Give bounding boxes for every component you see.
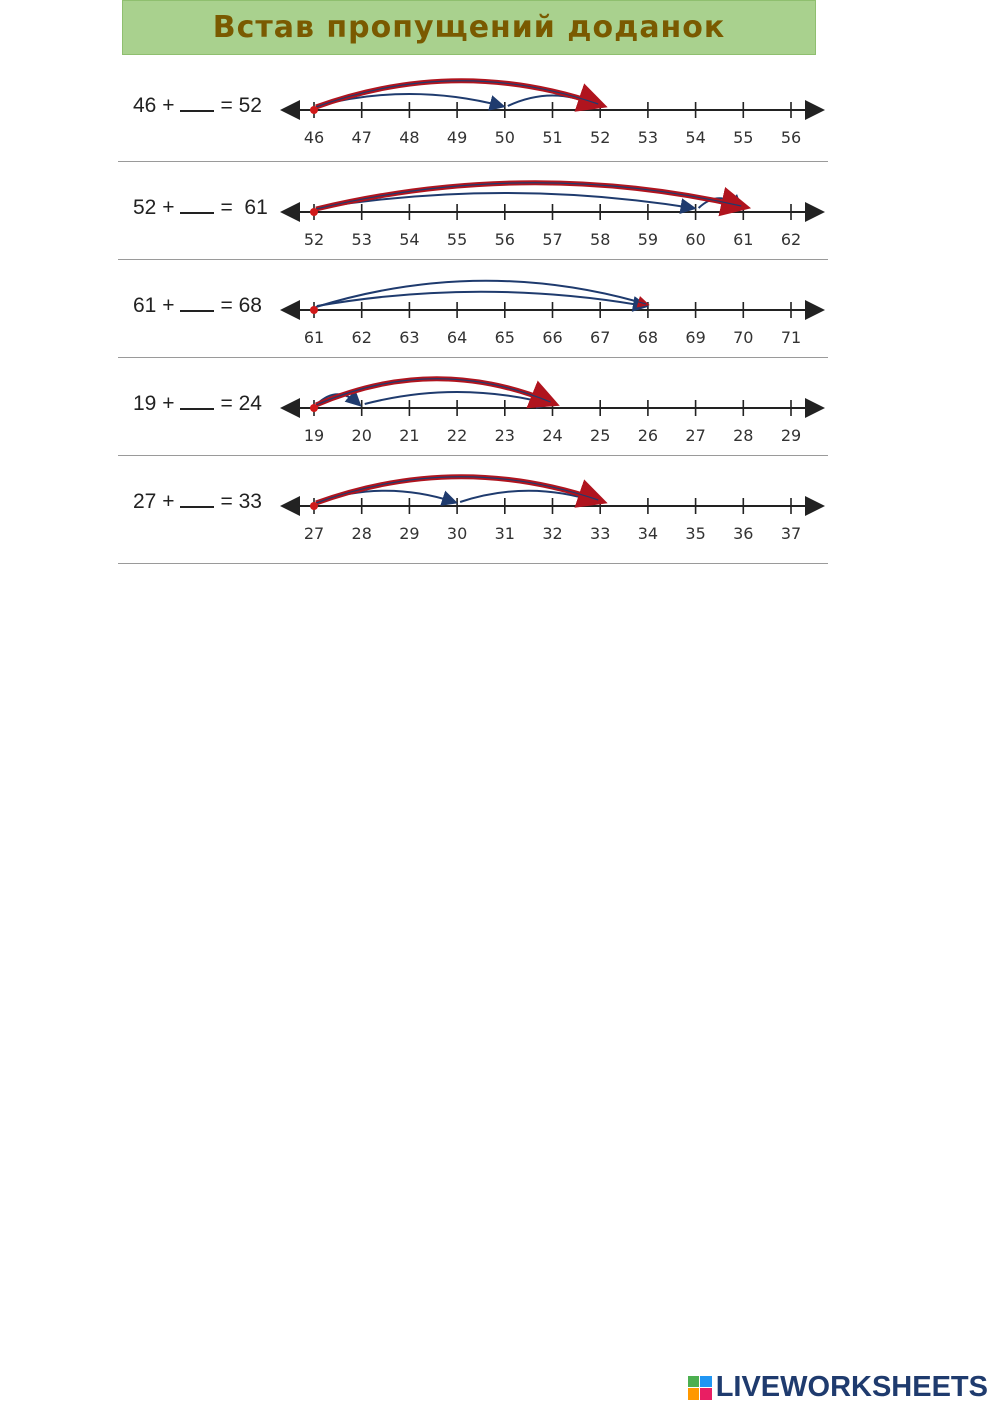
tick-label: 31: [494, 524, 515, 543]
tick-label: 60: [685, 230, 706, 249]
tick-label: 67: [590, 328, 611, 347]
tick-label: 54: [685, 128, 706, 147]
equation-right: = 33: [220, 490, 262, 513]
start-point: [310, 208, 318, 216]
tick-label: 47: [351, 128, 372, 147]
tick-label: 54: [399, 230, 420, 249]
tick-label: 25: [590, 426, 611, 445]
tick-label: 53: [637, 128, 659, 147]
exercise-row: [118, 60, 828, 162]
equation-left: 46 +: [133, 94, 175, 117]
start-point: [310, 306, 318, 314]
start-point: [310, 106, 318, 114]
page-title: Встав пропущений доданок: [212, 10, 726, 45]
logo-badge-icon: [688, 1376, 712, 1400]
tick-label: 63: [399, 328, 420, 347]
tick-label: 70: [733, 328, 754, 347]
tick-label: 62: [351, 328, 372, 347]
exercise-row: [118, 260, 828, 358]
tick-label: 20: [351, 426, 372, 445]
equation-left: 27 +: [133, 490, 175, 513]
tick-label: 32: [542, 524, 563, 543]
equation-right: = 52: [220, 94, 262, 117]
tick-label: 30: [446, 524, 468, 543]
tick-label: 21: [399, 426, 420, 445]
start-point: [310, 404, 318, 412]
tick-label: 56: [494, 230, 515, 249]
tick-label: 52: [590, 128, 611, 147]
equation-left: 52 +: [133, 196, 175, 219]
tick-label: 64: [446, 328, 468, 347]
tick-label: 34: [637, 524, 659, 543]
exercise-row: [118, 456, 828, 564]
equation-right: = 68: [220, 294, 262, 317]
tick-label: 49: [446, 128, 468, 147]
tick-label: 33: [590, 524, 611, 543]
equation-right: = 24: [220, 392, 262, 415]
tick-label: 55: [733, 128, 754, 147]
number-line: [118, 358, 828, 456]
tick-label: 23: [494, 426, 515, 445]
tick-label: 61: [303, 328, 325, 347]
tick-label: 52: [303, 230, 325, 249]
tick-label: 56: [780, 128, 802, 147]
total-jump-outline: [316, 281, 646, 307]
tick-label: 37: [780, 524, 802, 543]
tick-label: 46: [303, 128, 325, 147]
equation-left: 61 +: [133, 294, 175, 317]
tick-label: 71: [780, 328, 802, 347]
tick-label: 27: [303, 524, 325, 543]
tick-label: 22: [446, 426, 468, 445]
tick-label: 61: [733, 230, 754, 249]
tick-label: 58: [590, 230, 611, 249]
start-point: [310, 502, 318, 510]
equation-right: = 61: [220, 196, 268, 219]
exercise-row: [118, 162, 828, 260]
number-line: [118, 456, 828, 564]
tick-label: 66: [542, 328, 563, 347]
tick-label: 26: [637, 426, 659, 445]
tick-label: 28: [351, 524, 372, 543]
tick-label: 68: [637, 328, 659, 347]
number-line: [118, 60, 828, 162]
tick-label: 28: [733, 426, 754, 445]
brand-name: LIVEWORKSHEETS: [715, 1371, 988, 1403]
tick-label: 59: [637, 230, 659, 249]
tick-label: 69: [685, 328, 706, 347]
tick-label: 65: [494, 328, 515, 347]
tick-label: 50: [494, 128, 515, 147]
exercise-row: [118, 358, 828, 456]
tick-label: 62: [780, 230, 802, 249]
equation-left: 19 +: [133, 392, 175, 415]
tick-label: 36: [733, 524, 754, 543]
tick-label: 29: [780, 426, 802, 445]
tick-label: 48: [399, 128, 420, 147]
tick-label: 55: [446, 230, 468, 249]
tick-label: 35: [685, 524, 706, 543]
tick-label: 57: [542, 230, 563, 249]
number-line: [118, 260, 828, 358]
tick-label: 53: [351, 230, 372, 249]
liveworksheets-logo: [688, 1371, 988, 1404]
tick-label: 29: [399, 524, 420, 543]
title-banner: [122, 0, 816, 55]
number-line: [118, 162, 828, 260]
tick-label: 19: [303, 426, 325, 445]
tick-label: 51: [542, 128, 563, 147]
tick-label: 27: [685, 426, 706, 445]
tick-label: 24: [542, 426, 563, 445]
